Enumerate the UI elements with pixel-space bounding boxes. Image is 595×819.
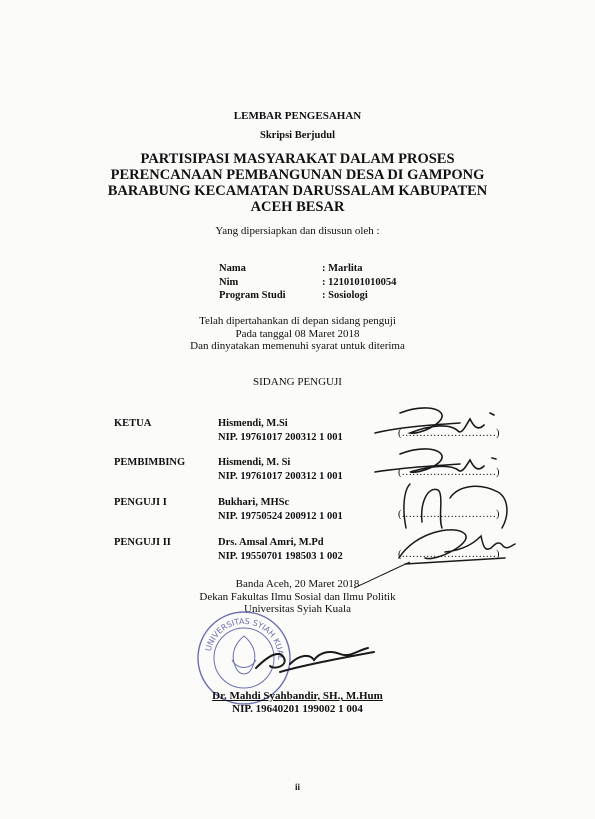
signature-ketua-icon xyxy=(370,405,510,445)
examiner-name: Hismendi, M.Si xyxy=(218,418,288,429)
examiner-role: KETUA xyxy=(114,418,152,429)
document-title: LEMBAR PENGESAHAN xyxy=(233,110,362,122)
signature-line: (………………………) xyxy=(398,509,500,520)
dean-nip: NIP. 19640201 199002 1 004 xyxy=(232,703,363,715)
student-row xyxy=(219,262,396,276)
signature-line: (………………………) xyxy=(398,467,500,478)
closing-line: Banda Aceh, 20 Maret 2018 xyxy=(235,578,360,590)
signature-line: (………………………) xyxy=(398,428,500,439)
examiner-details xyxy=(218,496,343,523)
thesis-title-line: ACEH BESAR xyxy=(250,199,345,215)
thesis-title-line: PARTISIPASI MASYARAKAT DALAM PROSES xyxy=(140,151,455,167)
examiner-details xyxy=(218,456,343,483)
student-value: : Marlita xyxy=(322,263,363,274)
page-number: ii xyxy=(294,782,300,792)
examiner-nip: NIP. 19761017 200312 1 001 xyxy=(218,431,343,443)
examiner-name: Drs. Amsal Amri, M.Pd xyxy=(218,537,324,548)
student-info xyxy=(219,262,396,303)
thesis-title-line: BARABUNG KECAMATAN DARUSSALAM KABUPATEN xyxy=(107,183,488,199)
examiner-name: Hismendi, M. Si xyxy=(218,457,291,468)
dean-name: Dr. Mahdi Syahbandir, SH., M.Hum xyxy=(212,690,383,702)
defense-statement xyxy=(0,315,595,353)
examiner-details xyxy=(218,536,343,563)
examiner-nip: NIP. 19761017 200312 1 001 xyxy=(218,470,343,482)
thesis-title xyxy=(0,151,595,215)
student-label: Program Studi xyxy=(219,290,286,301)
student-value: : Sosiologi xyxy=(322,290,368,301)
student-row xyxy=(219,276,396,290)
student-row xyxy=(219,289,396,303)
defense-line: Dan dinyatakan memenuhi syarat untuk diterima xyxy=(190,340,405,352)
student-value: : 1210101010054 xyxy=(322,276,397,288)
closing-block xyxy=(0,578,595,616)
student-label: Nim xyxy=(219,276,239,288)
signature-penguji-2-icon xyxy=(395,522,525,570)
defense-line: Telah dipertahankan di depan sidang penguji xyxy=(199,315,396,327)
committee-heading: SIDANG PENGUJI xyxy=(253,376,342,388)
closing-line: Universitas Syiah Kuala xyxy=(244,603,351,615)
defense-line: Pada tanggal 08 Maret 2018 xyxy=(235,327,360,340)
examiner-nip: NIP. 19750524 200912 1 001 xyxy=(218,510,343,522)
examiner-role: PEMBIMBING xyxy=(114,457,186,468)
signature-dean-icon xyxy=(250,640,380,680)
prepared-by: Yang dipersiapkan dan disusun oleh : xyxy=(215,225,380,237)
document-subtitle: Skripsi Berjudul xyxy=(260,130,335,141)
examiner-role: PENGUJI I xyxy=(114,497,167,508)
signature-line: (………………………) xyxy=(398,549,500,560)
dean-signature-block xyxy=(0,690,595,716)
closing-line: Dekan Fakultas Ilmu Sosial dan Ilmu Politik xyxy=(199,590,396,603)
examiner-role: PENGUJI II xyxy=(114,537,171,548)
thesis-title-line: PERENCANAAN PEMBANGUNAN DESA DI GAMPONG xyxy=(110,167,485,183)
stamp-text: UNIVERSITAS SYIAH KUALA xyxy=(193,603,286,661)
examiner-nip: NIP. 19550701 198503 1 002 xyxy=(218,550,343,562)
examiner-details xyxy=(218,417,343,444)
student-label: Nama xyxy=(219,263,246,274)
examiner-name: Bukhari, MHSc xyxy=(218,497,290,508)
